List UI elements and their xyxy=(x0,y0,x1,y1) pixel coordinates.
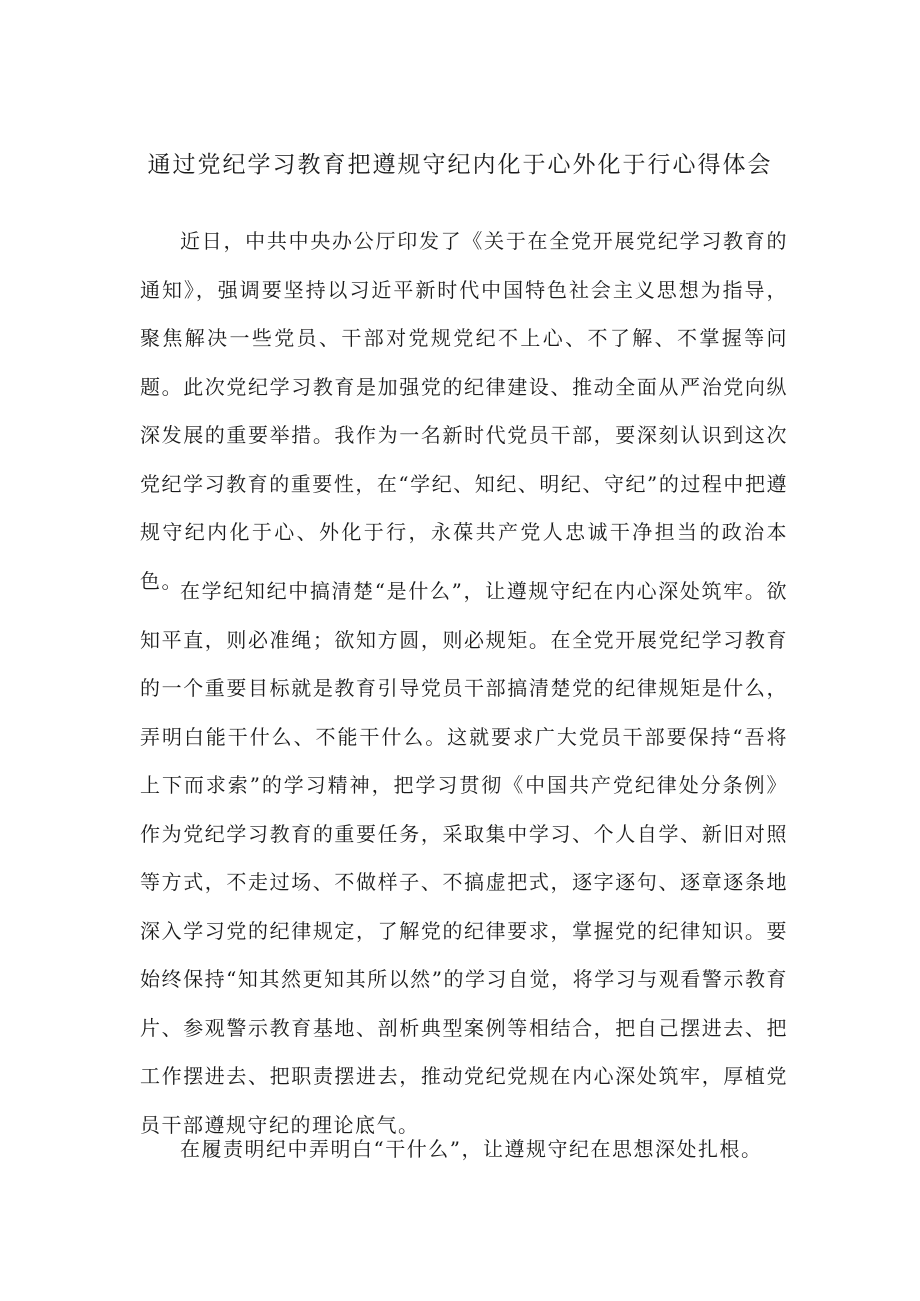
paragraph-learn-discipline: 在学纪知纪中搞清楚“是什么”，让遵规守纪在内心深处筑牢。欲知平直，则必准绳；欲知方圆，则必规矩。在全党开展党纪学习教育的一个重要目标就是教育引导党员干部搞清楚党的纪律规矩是什么，弄明白能干什么、不能干什么。这就要求广大党员干部要保持“吾将上下而求索”的学习精神，把学习贯彻《中国共产党纪律处分条例》作为党纪学习教育的重要任务，采取集中学习、个人自学、新旧对照等方式，不走过场、不做样子、不搞虚把式，逐字逐句、逐章逐条地深入学习党的纪律规定，了解党的纪律要求，掌握党的纪律知识。要始终保持“知其然更知其所以然”的学习自觉，将学习与观看警示教育片、参观警示教育基地、剖析典型案例等相结合，把自己摆进去、把工作摆进去、把职责摆进去，推动党纪党规在内心深处筑牢，厚植党员干部遵规守纪的理论底气。 xyxy=(140,579,788,1137)
document-title: 通过党纪学习教育把遵规守纪内化于心外化于行心得体会 xyxy=(147,152,773,178)
paragraph-intro: 近日，中共中央办公厅印发了《关于在全党开展党纪学习教育的通知》，强调要坚持以习近平新时代中国特色社会主义思想为指导，聚焦解决一些党员、干部对党规党纪不上心、不了解、不掌握等问题。此次党纪学习教育是加强党的纪律建设、推动全面从严治党向纵深发展的重要举措。我作为一名新时代党员干部，要深刻认识到这次党纪学习教育的重要性，在“学纪、知纪、明纪、守纪”的过程中把遵规守纪内化于心、外化于行，永葆共产党人忠诚干净担当的政治本色。 xyxy=(140,229,788,593)
paragraph-fulfill-duty: 在履责明纪中弄明白“干什么”，让遵规守纪在思想深处扎根。 xyxy=(180,1137,763,1161)
